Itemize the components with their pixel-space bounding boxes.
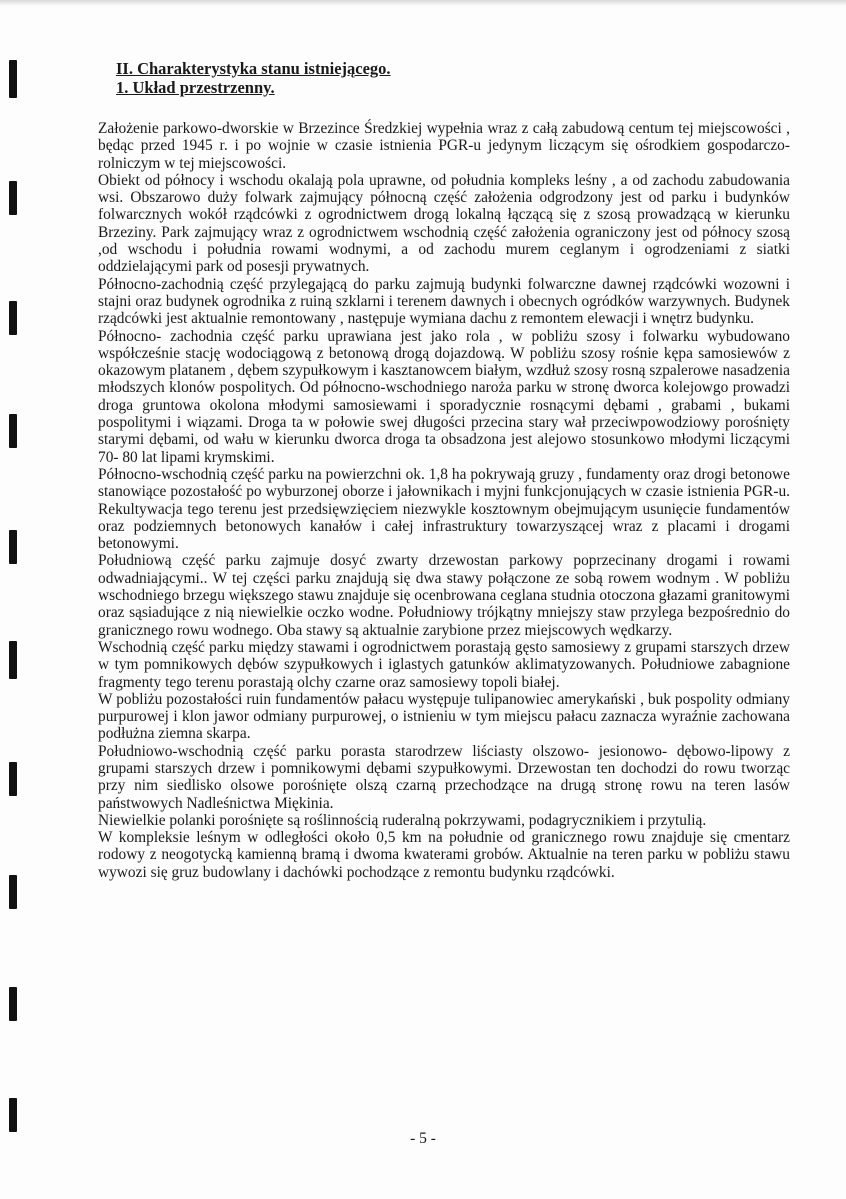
scan-top-edge	[0, 0, 846, 6]
paragraph: Południową część parku zajmuje dosyć zwarty drzewostan parkowy poprzecinany drogami i rowami odwadniającymi.. W tej części parku znajdują się dwa stawy połączone ze sobą rowem wodnym . W pobliżu wschodniego brzegu większego stawu znajduje się ocenbrowana ceglana studnia otoczona głazami granitowymi oraz sąsiadujące z nią niewielkie oczko wodne. Południowy trójkątny mniejszy staw przylega bezpośrednio do granicznego rowu wodnego. Oba stawy są aktualnie zarybione przez miejscowych wędkarzy.	[98, 552, 790, 639]
paragraph: Niewielkie polanki porośnięte są roślinnością ruderalną pokrzywami, podagrycznikiem i przytulią.	[98, 811, 707, 829]
binder-hole-mark	[9, 181, 17, 215]
paragraph: W pobliżu pozostałości ruin fundamentów pałacu występuje tulipanowiec amerykański , buk pospolity odmiany purpurowej i klon jawor odmiany purpurowej, o istnieniu w tym miejscu pałacu zaznacza wyraźnie zachowana podłużna ziemna skarpa.	[98, 690, 790, 743]
section-title: II. Charakterystyka stanu istniejącego.	[116, 59, 391, 78]
paragraph: Południowo-wschodnią część parku porasta starodrzew liściasty olszowo- jesionowo- dębowo-lipowy z grupami starszych drzew i pomnikowymi dębami szypułkowymi. Drzewostan ten dochodzi do rowu tworząc przy nim siedlisko olsowe porośnięte olszą czarną przechodzące na drugą stronę rowu na teren lasów państwowych Nadleśnictwa Miękinia.	[98, 742, 790, 812]
paragraph: W kompleksie leśnym w odległości około 0,5 km na południe od granicznego rowu znajduje się cmentarz rodowy z neogotycką kamienną bramą i dwoma kwaterami grobów. Aktualnie na teren parku w pobliżu stawu wywozi się gruz budowlany i dachówki pochodzące z remontu budynku rządcówki.	[98, 829, 790, 881]
binder-hole-mark	[9, 1098, 17, 1132]
binder-hole-mark	[9, 987, 17, 1021]
binder-hole-mark	[9, 301, 17, 335]
subsection-title: 1. Układ przestrzenny.	[116, 78, 275, 97]
paragraph: Wschodnią część parku między stawami i ogrodnictwem porastają gęsto samosiewy z grupami starszych drzew w tym pomnikowych dębów szypułkowych i iglastych gatunków aklimatyzowanych. Południowe zabagnione fragmenty tego terenu porastają olchy czarne oraz samosiewy topoli białej.	[98, 638, 790, 691]
paragraph: Obiekt od północy i wschodu okalają pola uprawne, od południa kompleks leśny , a od zachodu zabudowania wsi. Obszarowo duży folwark zajmujący północną część założenia odgrodzony jest od parku i budynków folwarcznych wokół rządcówki z ogrodnictwem drogą lokalną łączącą się z szosą prowadzącą w kierunku Brzeziny. Park zajmujący wraz z ogrodnictwem wschodnią część założenia ograniczony jest od północy szosą ,od wschodu i południa rowami wodnymi, a od zachodu murem ceglanym i ogrodzeniami z siatki oddzielającymi park od posesji prywatnych.	[98, 171, 790, 276]
binder-hole-mark	[9, 530, 17, 564]
body-text	[98, 120, 790, 881]
section-headings	[116, 59, 391, 97]
paragraph: Północno-zachodnią część przylegającą do parku zajmują budynki folwarczne dawnej rządcówki wozowni i stajni oraz budynek ogrodnika z ruiną szklarni i terenem dawnych i obecnych ogródków warzywnych. Budynek rządcówki jest aktualnie remontowany , następuje wymiana dachu z remontem elewacji i wnętrz budynku.	[98, 275, 790, 328]
paragraph: Północno-wschodnią część parku na powierzchni ok. 1,8 ha pokrywają gruzy , fundamenty oraz drogi betonowe stanowiące pozostałość po wyburzonej oborze i jałownikach i myjni funkcjonujących w czasie istnienia PGR-u. Rekultywacja tego terenu jest przedsięwzięciem niezwykle kosztownym obejmującym usunięcie fundamentów oraz podziemnych betonowych kanałów i całej infrastruktury towarzyszącej wraz z placami i drogami betonowymi.	[98, 465, 790, 553]
binder-hole-mark	[9, 60, 17, 98]
page-number: - 5 -	[410, 1130, 436, 1147]
paragraph: Północno- zachodnia część parku uprawiana jest jako rola , w pobliżu szosy i folwarku wybudowano współcześnie stację wodociągową z betonową drogą dojazdową. W pobliżu szosy rośnie kępa samosiewów z okazowym platanem , dębem szypułkowym i kasztanowcem białym, wzdłuż szosy rosną szpalerowe nasadzenia młodszych klonów pospolitych. Od północno-wschodniego naroża parku w stronę dworca kolejowgo prowadzi droga gruntowa okolona młodymi samosiewami i sporadycznie rosnącymi dębami , grabami , bukami pospolitymi i wiązami. Droga ta w połowie swej długości przecina stary wał przeciwpowodziowy porośnięty starymi dębami, od wału w kierunku dworca droga ta obsadzona jest alejowo stosunkowo młodymi liczącymi 70- 80 lat lipami krymskimi.	[98, 327, 790, 466]
paragraph: Założenie parkowo-dworskie w Brzezince Średzkiej wypełnia wraz z całą zabudową centum tej miejscowości , będąc przed 1945 r. i po wojnie w czasie istnienia PGR-u jedynym liczącym się ośrodkiem gospodarczo- rolniczym w tej miejscowości.	[98, 120, 790, 172]
binder-hole-mark	[9, 641, 17, 679]
binder-hole-mark	[9, 762, 17, 796]
binder-hole-mark	[9, 414, 17, 448]
binder-hole-mark	[9, 875, 17, 909]
